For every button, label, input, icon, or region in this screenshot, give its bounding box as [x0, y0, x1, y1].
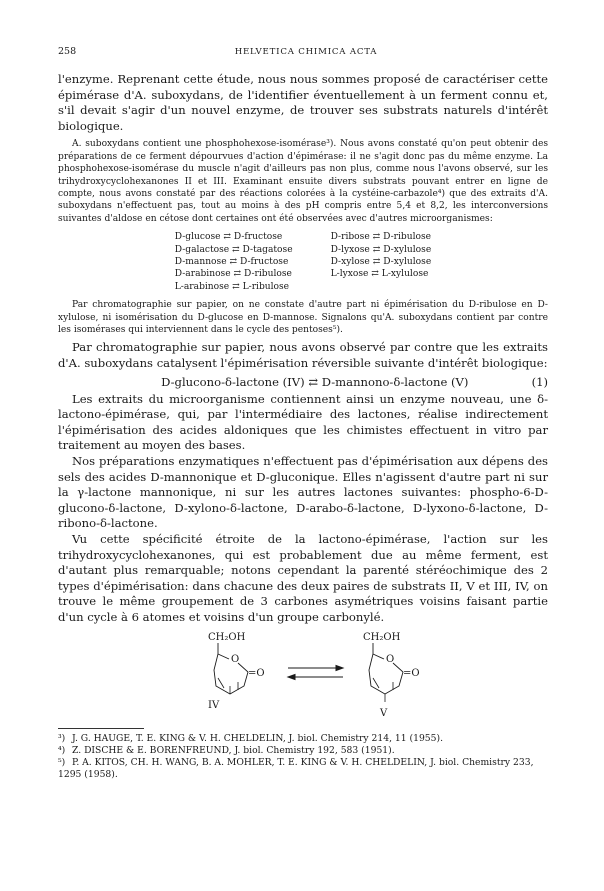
paragraph-4: Par chromatographie sur papier, nous avons observé par contre que les extraits d'A. suboxydans catalysent l'épimérisation réversible suivante d'intérêt biologique:: [58, 340, 548, 371]
footnote-divider: [58, 728, 144, 729]
paragraph-3: Par chromatographie sur papier, on ne constate d'autre part ni épimérisation du D-ribulose en D-xylulose, ni isomérisation du D-glucose en D-mannose. Signalons qu'A. suboxydans contient par contre les isomérases qui interviennent dans le cycle des pentoses⁵).: [58, 300, 548, 336]
structure-iv-oxygen: O: [231, 653, 240, 665]
equation-text: D-glucono-δ-lactone (IV) ⇄ D-mannono-δ-lactone (V): [161, 374, 469, 389]
footnote-5: [58, 757, 548, 781]
equilibrium-arrows: [288, 665, 343, 679]
structure-iv: [208, 632, 265, 711]
page-number: 258: [58, 46, 77, 57]
reaction-item: L-arabinose ⇄ L-ribulose: [174, 281, 290, 292]
paragraph-1: l'enzyme. Reprenant cette étude, nous nous sommes proposé de caractériser cette épimérase d'A. suboxydans, de l'identifier éventuellement à un ferment connu et, s'il devait s'agir d'un nouvel enzyme, de trouver ses substrats naturels d'intérêt biologique.: [58, 72, 548, 133]
structure-iv-label: IV: [208, 699, 220, 711]
structure-v-label: V: [380, 707, 388, 719]
article-body: [58, 72, 548, 781]
paragraph-5: Les extraits du microorganisme contiennent ainsi un enzyme nouveau, une δ-lactono-épimérase, qui, par l'intermédiaire des lactones, réalise indirectement l'épimérisation des acides aldoniques que les chimistes effectuent in vitro par traitement au moyen des bases.: [58, 391, 548, 453]
footnote-mark: ⁴): [58, 744, 66, 756]
reaction-column-left: [175, 231, 293, 293]
equation-1: [58, 374, 548, 390]
reaction-item: D-glucose ⇄ D-fructose: [174, 232, 283, 243]
reaction-item: L-lyxose ⇄ L-xylulose: [330, 269, 429, 280]
reaction-list: [58, 231, 548, 293]
reaction-item: D-galactose ⇄ D-tagatose: [174, 244, 293, 255]
lactone-structures-svg: [58, 630, 548, 722]
journal-title: HELVETICA CHIMICA ACTA: [234, 47, 378, 57]
reaction-item: D-lyxose ⇄ D-xylulose: [330, 244, 432, 255]
structure-iv-group: CH₂OH: [208, 631, 246, 643]
paragraph-6: Nos préparations enzymatiques n'effectuent pas d'épimérisation aux dépens des sels des acides D-mannonique et D-gluconique. Elles n'agissent d'autre part ni sur la γ-lactone mannonique, ni sur les autres lactones suivantes: phospho-6-D-glucono-δ-lactone, D-xylono-δ-lactone, D-arabo-δ-lactone, D-lyxono-δ-lactone, D-ribono-δ-lactone.: [58, 454, 548, 531]
equation-number: (1): [531, 374, 548, 389]
footnote-text: J. G. HAUGE, T. E. KING & V. H. CHELDELIN, J. biol. Chemistry 214, 11 (1955).: [72, 732, 444, 744]
structure-iv-carbonyl: =O: [248, 667, 265, 679]
running-header: [58, 46, 554, 60]
reaction-item: D-ribose ⇄ D-ribulose: [330, 232, 432, 243]
reaction-item: D-mannose ⇄ D-fructose: [174, 257, 289, 268]
paragraph-7: Vu cette spécificité étroite de la lactono-épimérase, l'action sur les trihydroxycyclohexanones, qui est probablement due au même ferment, est d'autant plus remarquable; notons cependant la parenté stéréochimique des 2 types d'épimérisation: dans chacune des deux paires de substrats II, V et III, IV, on trouve le même groupement de 3 carbones asymétriques voisins faisant partie d'un cycle à 6 atomes et voisins d'un groupe carbonylé.: [58, 532, 548, 624]
structure-v: [363, 632, 420, 719]
reaction-item: D-xylose ⇄ D-xylulose: [330, 257, 432, 268]
footnote-mark: ⁵): [58, 756, 66, 768]
footnote-mark: ³): [58, 732, 66, 744]
structure-v-carbonyl: =O: [403, 667, 420, 679]
footnote-4: [58, 745, 548, 757]
footnote-text: Z. DISCHE & E. BORENFREUND, J. biol. Chemistry 192, 583 (1951).: [72, 744, 395, 756]
footnote-3: [58, 733, 548, 745]
paragraph-2: A. suboxydans contient une phosphohexose-isomérase³). Nous avons constaté qu'on peut obtenir des préparations de ce ferment dépourvues d'action d'épimérase: il ne s'agit donc pas du même enzyme. La phosphohexose-isomérase du muscle n'agit d'ailleurs pas non plus, comme nous l'avons observé, sur les trihydroxycyclohexanones II et III. Examinant ensuite divers substrats pouvant entrer en ligne de compte, nous avons constaté par des réactions colorées à la cystéine-carbazole⁴) que des extraits d'A. suboxydans n'effectuent pas, tout au moins à des pH compris entre 5,4 et 8,2, les interconversions suivantes d'aldose en cétose dont certaines ont été observées avec d'autres microorganismes:: [58, 139, 548, 224]
structure-v-oxygen: O: [386, 653, 395, 665]
footnote-text: P. A. KITOS, CH. H. WANG, B. A. MOHLER, T. E. KING & V. H. CHELDELIN, J. biol. Chemistry 233, 1295 (1958).: [58, 756, 534, 781]
structure-v-group: CH₂OH: [363, 631, 401, 643]
structure-figure: [58, 630, 548, 722]
reaction-item: D-arabinose ⇄ D-ribulose: [174, 269, 292, 280]
reaction-column-right: [331, 231, 432, 293]
